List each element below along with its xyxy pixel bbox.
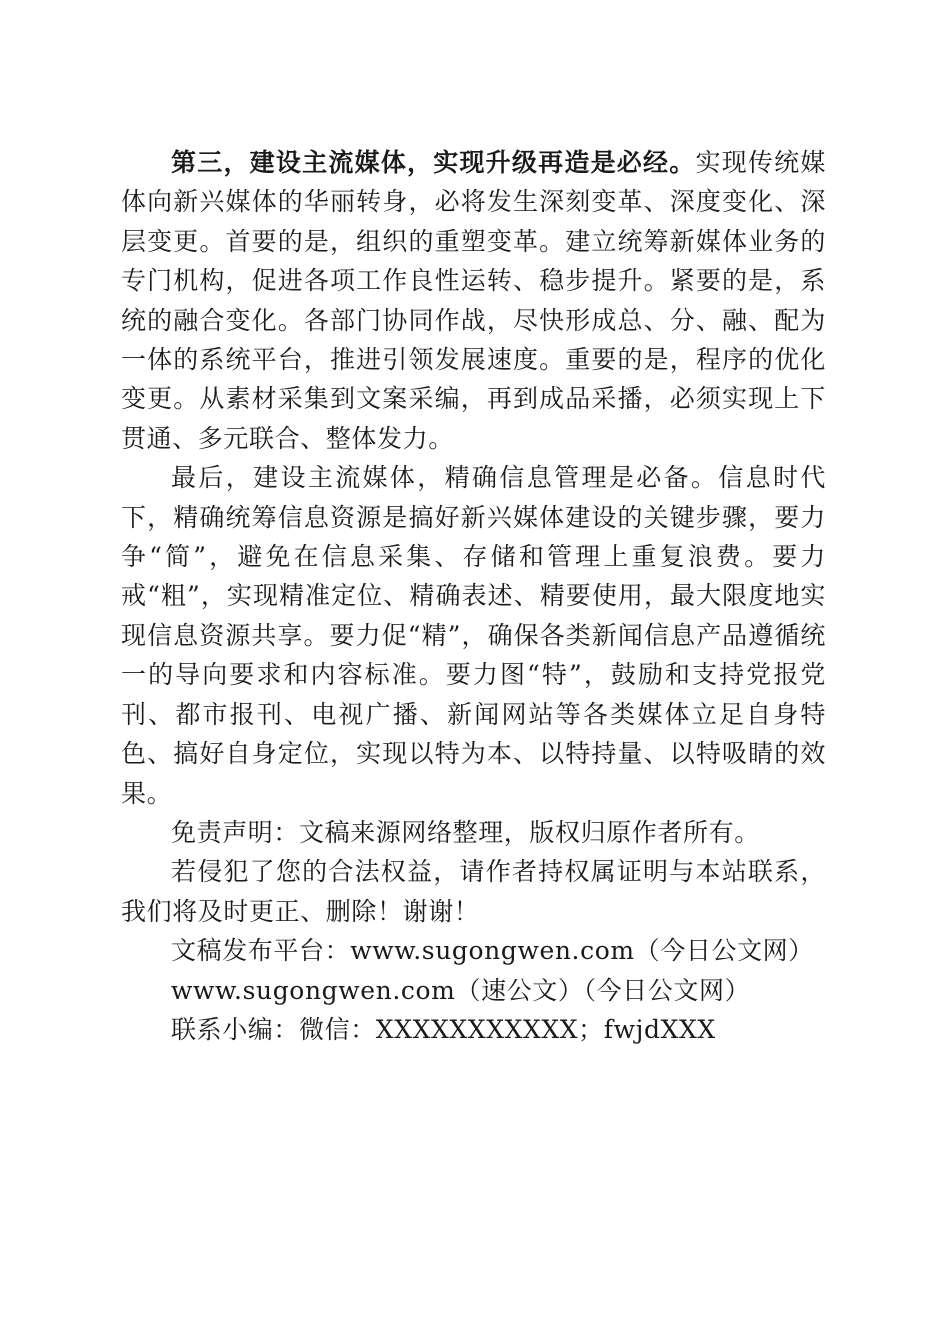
document-body (121, 143, 826, 1049)
paragraph-last (121, 458, 826, 813)
infringement-notice: 若侵犯了您的合法权益，请作者持权属证明与本站联系，我们将及时更正、删除！谢谢！ (121, 857, 826, 926)
site-line: www.sugongwen.com（速公文）（今日公文网） (171, 975, 751, 1005)
paragraph-last-body: 最后，建设主流媒体，精确信息管理是必备。信息时代下，精确统筹信息资源是搞好新兴媒体建设的关键步骤，要力争“简”，避免在信息采集、存储和管理上重复浪费。要力戒“粗”，实现精准定位、精确表述、精要使用，最大限度地实现信息资源共享。要力促“精”，确保各类新闻信息产品遵循统一的导向要求和内容标准。要力图“特”，鼓励和支持党报党刊、都市报刊、电视广播、新闻网站等各类媒体立足自身特色、搞好自身定位，实现以特为本、以特持量、以特吸睛的效果。 (121, 463, 826, 808)
platform-line: 文稿发布平台：www.sugongwen.com（今日公文网） (171, 936, 814, 966)
contact-line: 联系小编：微信：XXXXXXXXXXX；fwjdXXX (171, 1014, 716, 1044)
disclaimer-text: 免责声明：文稿来源网络整理，版权归原作者所有。 (171, 817, 760, 847)
paragraph-third-body: 实现传统媒体向新兴媒体的华丽转身，必将发生深刻变革、深度变化、深层变更。首要的是，组织的重塑变革。建立统筹新媒体业务的专门机构，促进各项工作良性运转、稳步提升。紧要的是，系统的融合变化。各部门协同作战，尽快形成总、分、融、配为一体的系统平台，推进引领发展速度。重要的是，程序的优化变更。从素材采集到文案采编，再到成品采播，必须实现上下贯通、多元联合、整体发力。 (121, 148, 826, 453)
paragraph-third-lead: 第三，建设主流媒体，实现升级再造是必经。 (171, 148, 696, 177)
paragraph-third (121, 143, 826, 458)
